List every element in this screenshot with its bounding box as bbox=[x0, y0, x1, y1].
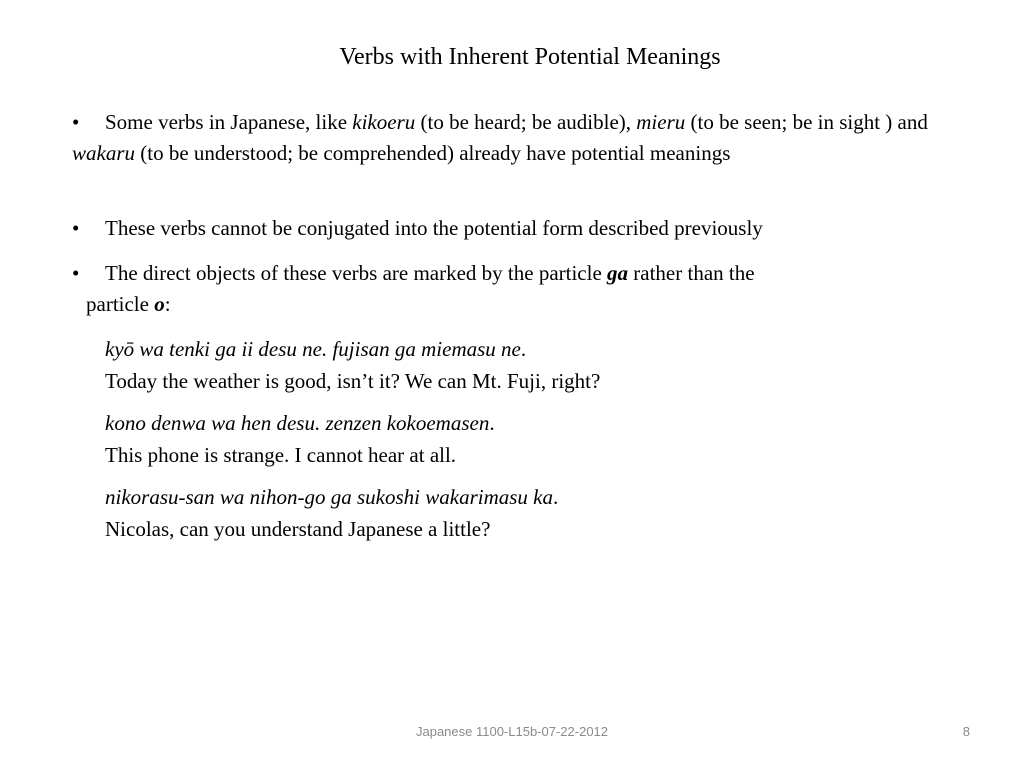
example-3-romaji-line bbox=[105, 481, 965, 513]
bullet-item-3 bbox=[72, 258, 972, 320]
bullet-item-1 bbox=[72, 107, 972, 169]
term-kikoeru: kikoeru bbox=[352, 110, 416, 134]
page-number: 8 bbox=[962, 724, 970, 739]
example-3-english: Nicolas, can you understand Japanese a little? bbox=[105, 517, 491, 541]
bullet-1-text-3: (to be seen; be in sight ) and bbox=[685, 110, 928, 134]
bullet-item-2 bbox=[72, 213, 972, 244]
particle-o: o bbox=[154, 292, 165, 316]
bullet-2-text: These verbs cannot be conjugated into the potential form described previously bbox=[105, 216, 763, 240]
example-3-period: . bbox=[553, 485, 559, 509]
example-3 bbox=[105, 481, 965, 545]
example-2 bbox=[105, 407, 965, 471]
example-2-romaji-line bbox=[105, 407, 965, 439]
example-2-english: This phone is strange. I cannot hear at all. bbox=[105, 443, 457, 467]
bullet-1-text-2: (to be heard; be audible), bbox=[415, 110, 637, 134]
bullet-icon: • bbox=[72, 216, 80, 240]
example-1 bbox=[105, 333, 965, 397]
footer-text: Japanese 1100-L15b-07-22-2012 bbox=[415, 724, 609, 739]
example-1-romaji-line bbox=[105, 333, 965, 365]
example-1-english: Today the weather is good, isn’t it? We can Mt. Fuji, right? bbox=[105, 369, 601, 393]
bullet-3-text-1: The direct objects of these verbs are marked by the particle bbox=[105, 261, 608, 285]
bullet-3-text-2: rather than the bbox=[628, 261, 755, 285]
example-1-romaji: kyō wa tenki ga ii desu ne. fujisan ga miemasu ne bbox=[105, 337, 521, 361]
example-3-romaji: nikorasu-san wa nihon-go ga sukoshi wakarimasu ka bbox=[105, 485, 553, 509]
bullet-3-text-4: : bbox=[164, 292, 171, 316]
term-mieru: mieru bbox=[636, 110, 686, 134]
term-wakaru: wakaru bbox=[72, 141, 135, 165]
bullet-3-line-1 bbox=[72, 258, 972, 289]
bullet-icon: • bbox=[72, 261, 80, 285]
particle-ga: ga bbox=[607, 261, 629, 285]
example-1-period: . bbox=[520, 337, 527, 361]
example-2-period: . bbox=[489, 411, 495, 435]
slide-title: Verbs with Inherent Potential Meanings bbox=[339, 44, 721, 70]
bullet-1-text-1: Some verbs in Japanese, like bbox=[105, 110, 353, 134]
bullet-icon: • bbox=[72, 110, 80, 134]
bullet-1-text-4: (to be understood; be comprehended) already have potential meanings bbox=[135, 141, 731, 165]
example-2-romaji: kono denwa wa hen desu. zenzen kokoemasen bbox=[105, 411, 490, 435]
bullet-3-line-2 bbox=[72, 289, 972, 320]
bullet-3-text-3: particle bbox=[86, 292, 155, 316]
